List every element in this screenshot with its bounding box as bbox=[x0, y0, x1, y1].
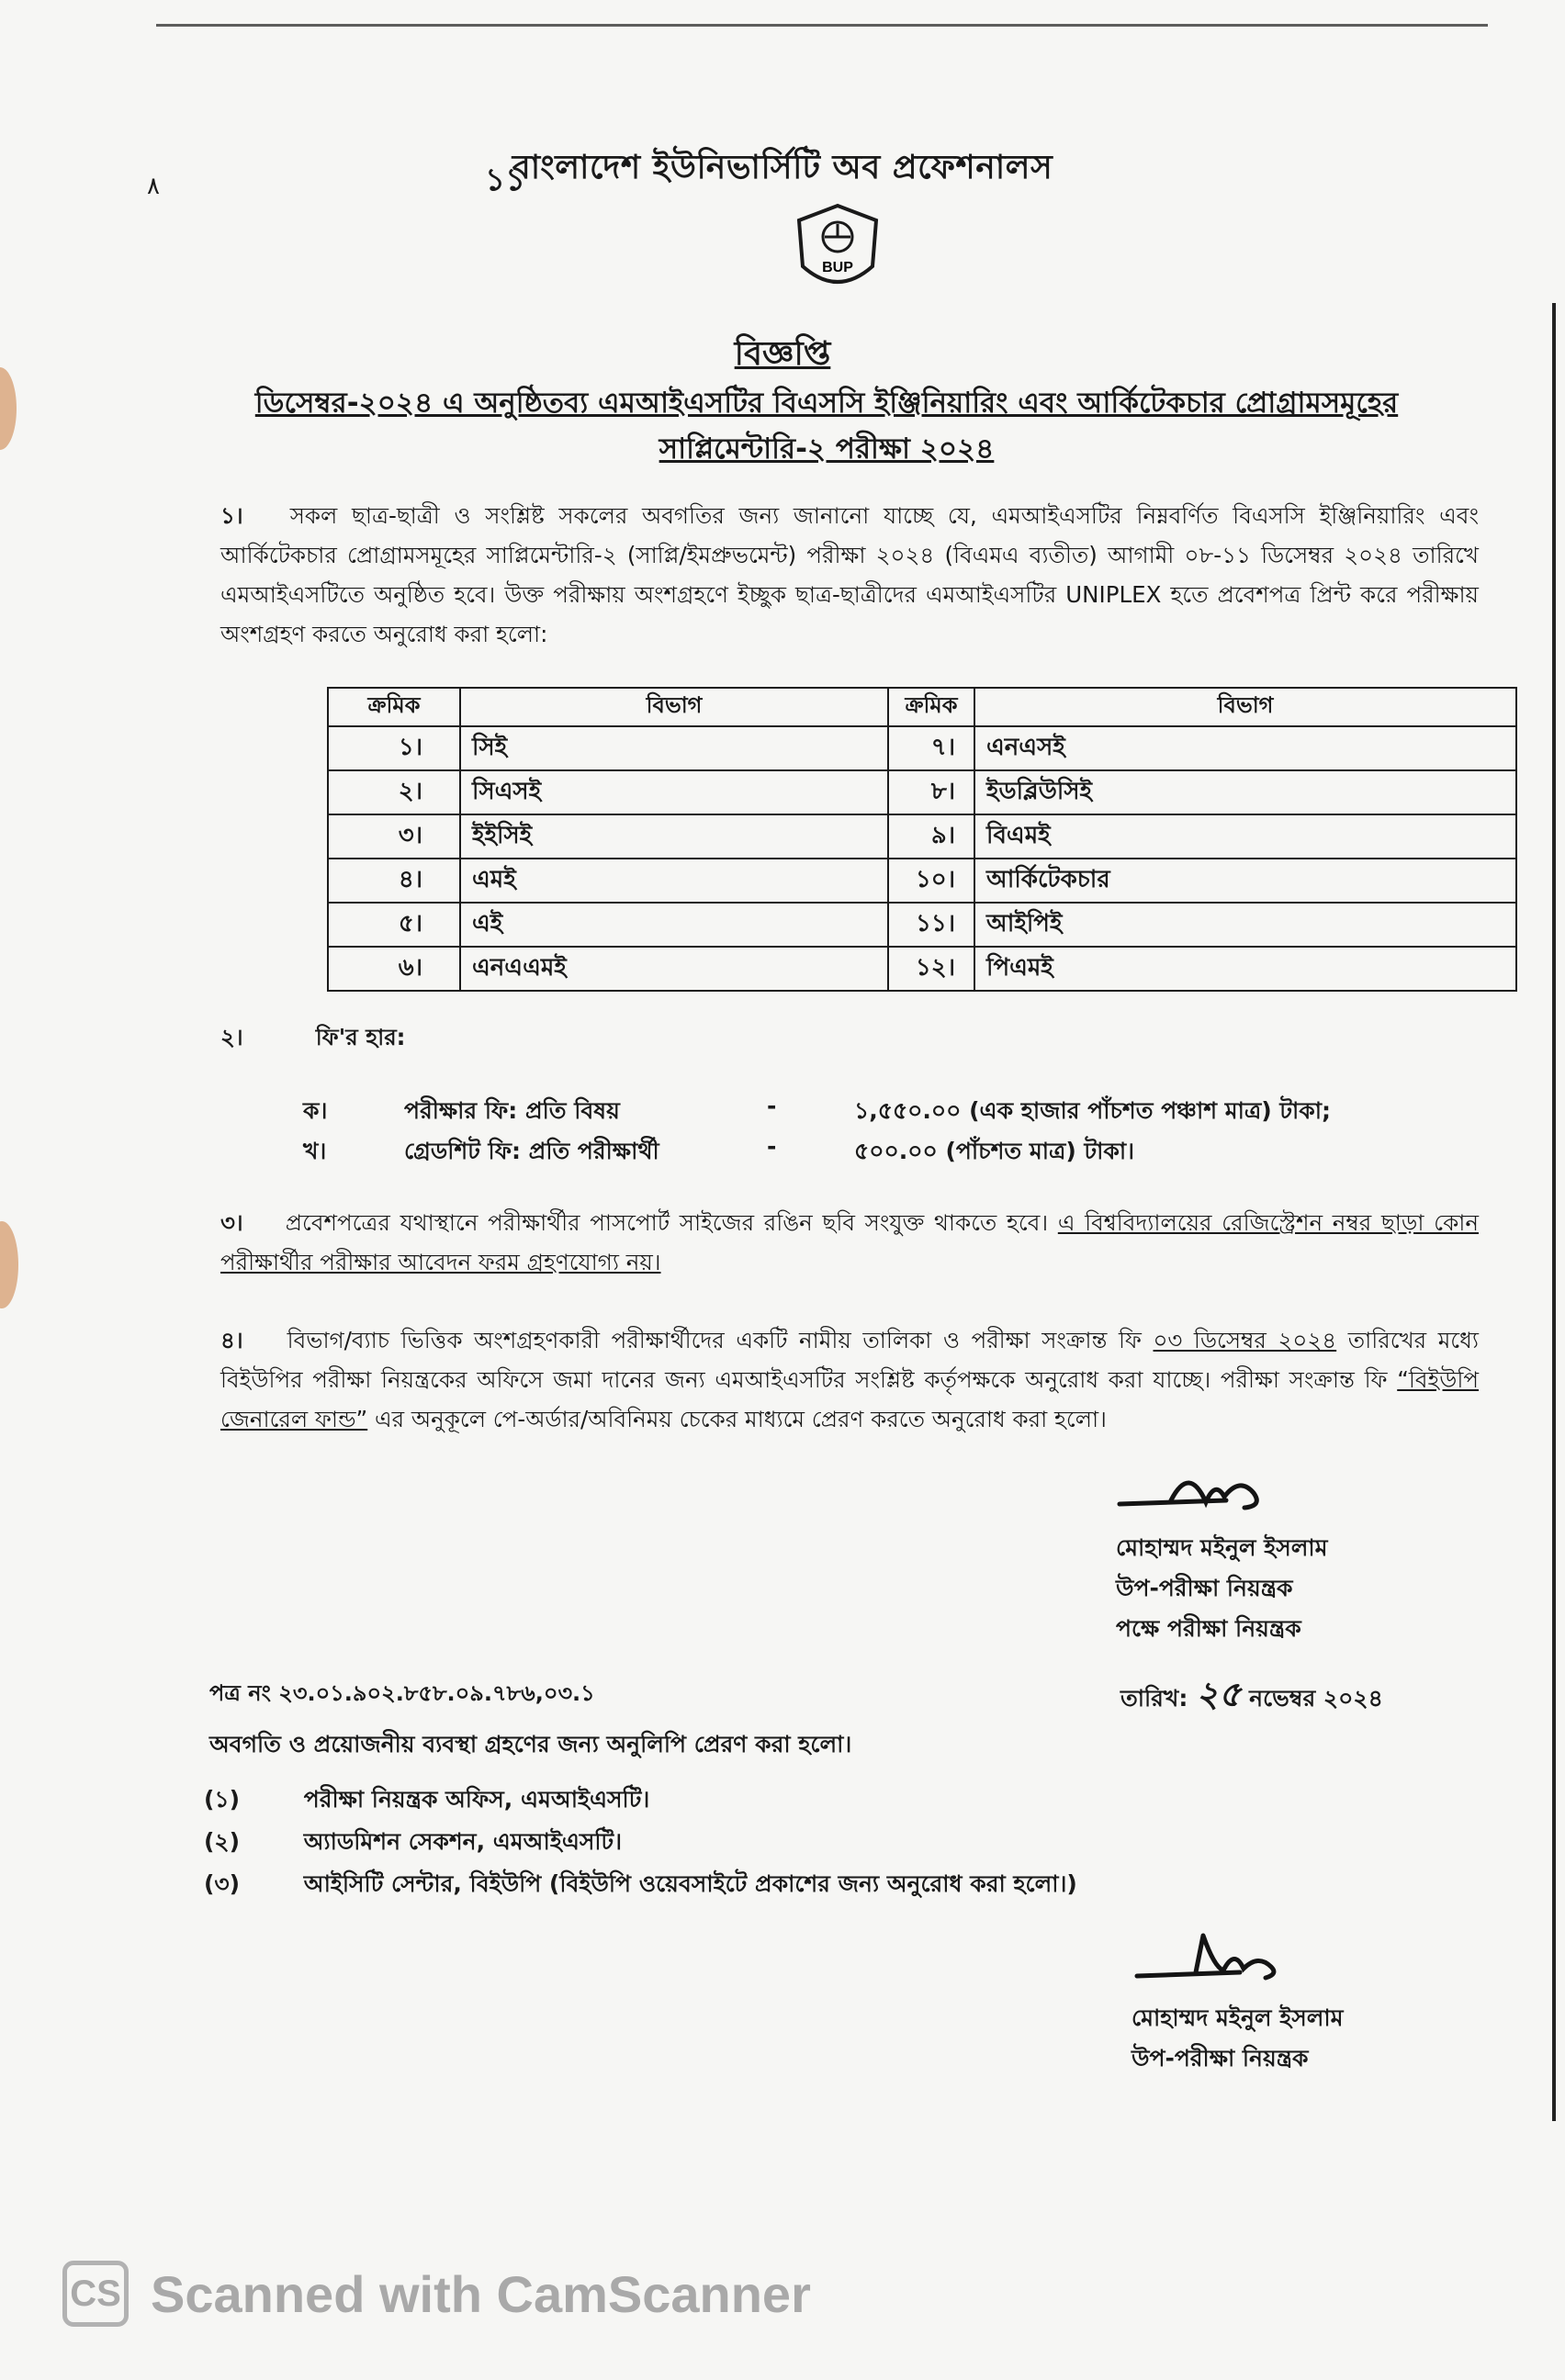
copy-item-text: অ্যাডমিশন সেকশন, এমআইএসটি। bbox=[303, 1828, 623, 1855]
university-title: বাংলাদেশ ইউনিভার্সিটি অব প্রফেশনালস bbox=[512, 149, 1053, 186]
signatory-block-1 bbox=[1116, 1460, 1327, 1649]
notice-subject bbox=[230, 380, 1424, 472]
department-cell: বিএমই bbox=[974, 814, 1516, 859]
serial-cell: ৩। bbox=[328, 814, 460, 859]
paragraph-4-text-a: বিভাগ/ব্যাচ ভিত্তিক অংশগ্রহণকারী পরীক্ষার্থীদের একটি নামীয় তালিকা ও পরীক্ষা সংক্রান্ত ফি bbox=[287, 1327, 1142, 1353]
serial-cell: ১২। bbox=[888, 947, 974, 991]
paragraph-2-heading bbox=[220, 1017, 1479, 1057]
department-cell: পিএমই bbox=[974, 947, 1516, 991]
header-department-1: বিভাগ bbox=[460, 688, 888, 726]
paragraph-4-date: ০৩ ডিসেম্বর ২০২৪ bbox=[1153, 1327, 1337, 1353]
logo-text: BUP bbox=[822, 260, 853, 275]
serial-cell: ১। bbox=[328, 726, 460, 770]
table-row bbox=[328, 947, 1516, 991]
table-row bbox=[328, 814, 1516, 859]
department-cell: ইডব্লিউসিই bbox=[974, 770, 1516, 814]
copy-list bbox=[204, 1781, 1077, 1908]
list-item bbox=[204, 1824, 1077, 1866]
table-row bbox=[328, 726, 1516, 770]
department-table bbox=[327, 687, 1517, 992]
handwritten-mark: ১১ bbox=[485, 162, 526, 198]
signatory-1-on-behalf: পক্ষে পরীক্ষা নিয়ন্ত্রক bbox=[1116, 1615, 1301, 1642]
university-logo bbox=[792, 202, 884, 303]
serial-cell: ৪। bbox=[328, 859, 460, 903]
paragraph-3-text-a: প্রবেশপত্রের যথাস্থানে পরীক্ষার্থীর পাসপোর্ট সাইজের রঙিন ছবি সংযুক্ত থাকতে হবে। bbox=[285, 1209, 1049, 1236]
serial-cell: ১১। bbox=[888, 903, 974, 947]
paragraph-2-number: ২। bbox=[220, 1024, 243, 1050]
date-label: তারিখ: bbox=[1120, 1685, 1188, 1712]
table-row bbox=[328, 859, 1516, 903]
paragraph-1-number: ১। bbox=[220, 502, 243, 529]
copy-item-number: (১) bbox=[204, 1786, 241, 1813]
subject-line-1: ডিসেম্বর-২০২৪ এ অনুষ্ঠিতব্য এমআইএসটির বিএসসি ইঞ্জিনিয়ারিং এবং আর্কিটেকচার প্রোগ্রামসমূহের bbox=[254, 387, 1399, 420]
date-day: ২৫ bbox=[1196, 1673, 1242, 1714]
copy-item-number: (৩) bbox=[204, 1870, 241, 1897]
serial-cell: ৮। bbox=[888, 770, 974, 814]
signatory-block-2 bbox=[1132, 1930, 1343, 2079]
page-edge-right bbox=[1552, 303, 1556, 2121]
table-row bbox=[328, 770, 1516, 814]
serial-cell: ২। bbox=[328, 770, 460, 814]
date-month-year: নভেম্বর ২০২৪ bbox=[1249, 1685, 1383, 1712]
copy-item-number: (২) bbox=[204, 1828, 241, 1855]
camscanner-logo-icon: CS bbox=[62, 2261, 129, 2327]
signatory-2-title: উপ-পরীক্ষা নিয়ন্ত্রক bbox=[1132, 2045, 1309, 2071]
department-cell: এনএসই bbox=[974, 726, 1516, 770]
paragraph-4-text-b: তারিখের মধ্যে বিইউপির পরীক্ষা নিয়ন্ত্রকের অফিসে জমা দানের জন্য এমআইএসটির সংশ্লিষ্ট কর্তৃপক্ষকে অনুরোধ করা যাচ্ছে। পরীক্ষা সংক্রান্ত ফি bbox=[220, 1327, 1479, 1393]
serial-cell: ৫। bbox=[328, 903, 460, 947]
fee-amount: ৫০০.০০ (পাঁচশত মাত্র) টাকা। bbox=[854, 1138, 1135, 1164]
stray-mark: ٨ bbox=[147, 173, 160, 200]
paragraph-1-text: সকল ছাত্র-ছাত্রী ও সংশ্লিষ্ট সকলের অবগতির জন্য জানানো যাচ্ছে যে, এমআইএসটির নিম্নবর্ণিত বিএসসি ইঞ্জিনিয়ারিং এবং আর্কিটেকচার প্রোগ্রামসমূহের সাপ্লিমেন্টারি-২ (সাপ্লি/ইমপ্রুভমেন্ট) পরীক্ষা ২০২৪ (বিএমএ ব্যতীত) আগামী ০৮-১১ ডিসেম্বর ২০২৪ তারিখে এমআইএসটিতে অনুষ্ঠিত হবে। উক্ত পরীক্ষায় অংশগ্রহণে ইচ্ছুক ছাত্র-ছাত্রীদের এমআইএসটির UNIPLEX হতে প্রবেশপত্র প্রিন্ট করে পরীক্ষায় অংশগ্রহণ করতে অনুরোধ করা হলো: bbox=[220, 502, 1479, 647]
signatory-1-name: মোহাম্মদ মইনুল ইসলাম bbox=[1116, 1534, 1328, 1561]
fee-rate-title: ফি'র হার: bbox=[315, 1024, 406, 1050]
signatory-2-name: মোহাম্মদ মইনুল ইসলাম bbox=[1132, 2004, 1344, 2031]
serial-cell: ৯। bbox=[888, 814, 974, 859]
paragraph-3-text-b: এ বিশ্ববিদ্যালয়ের রেজিস্ট্রেশন নম্বর ছাড়া কোন পরীক্ষার্থীর পরীক্ষার আবেদন ফরম গ্রহণযোগ্য নয়। bbox=[220, 1209, 1479, 1275]
copy-item-text: পরীক্ষা নিয়ন্ত্রক অফিস, এমআইএসটি। bbox=[303, 1786, 650, 1813]
memo-date bbox=[1120, 1667, 1383, 1726]
fee-name: গ্রেডশিট ফি: প্রতি পরীক্ষার্থী bbox=[404, 1138, 659, 1164]
paragraph-4-fund: “বিইউপি জেনারেল ফান্ড” bbox=[220, 1366, 1480, 1432]
serial-cell: ১০। bbox=[888, 859, 974, 903]
memo-reference: পত্র নং ২৩.০১.৯০২.৮৫৮.০৯.৭৮৬,০৩.১ bbox=[209, 1680, 595, 1706]
serial-cell: ৭। bbox=[888, 726, 974, 770]
department-cell: ইইসিই bbox=[460, 814, 888, 859]
department-cell: এমই bbox=[460, 859, 888, 903]
department-cell: সিই bbox=[460, 726, 888, 770]
fee-label: ক। bbox=[303, 1097, 328, 1124]
table-row bbox=[328, 903, 1516, 947]
paragraph-3-number: ৩। bbox=[220, 1209, 243, 1236]
notice-heading: বিজ্ঞপ্তি bbox=[734, 335, 831, 373]
department-cell: সিএসই bbox=[460, 770, 888, 814]
paragraph-4 bbox=[220, 1320, 1479, 1439]
fee-dash: - bbox=[767, 1093, 777, 1119]
page-edge-top bbox=[156, 24, 1488, 27]
fee-dash: - bbox=[767, 1133, 777, 1160]
department-cell: এনএএমই bbox=[460, 947, 888, 991]
watermark-text: Scanned with CamScanner bbox=[151, 2264, 811, 2323]
paragraph-3 bbox=[220, 1203, 1479, 1282]
signature-2 bbox=[1132, 1930, 1297, 1994]
fee-label: খ। bbox=[303, 1138, 327, 1164]
serial-cell: ৬। bbox=[328, 947, 460, 991]
paragraph-1 bbox=[220, 496, 1479, 654]
list-item bbox=[204, 1866, 1077, 1908]
camscanner-watermark bbox=[62, 2261, 811, 2327]
fee-name: পরীক্ষার ফি: প্রতি বিষয় bbox=[404, 1097, 620, 1124]
copy-item-text: আইসিটি সেন্টার, বিইউপি (বিইউপি ওয়েবসাইটে প্রকাশের জন্য অনুরোধ করা হলো।) bbox=[303, 1870, 1077, 1897]
table-header-row bbox=[328, 688, 1516, 726]
fee-amount: ১,৫৫০.০০ (এক হাজার পাঁচশত পঞ্চাশ মাত্র) টাকা; bbox=[854, 1097, 1331, 1124]
signature-1 bbox=[1116, 1460, 1281, 1524]
department-cell: আর্কিটেকচার bbox=[974, 859, 1516, 903]
paragraph-4-number: ৪। bbox=[220, 1327, 243, 1353]
copy-intro: অবগতি ও প্রয়োজনীয় ব্যবস্থা গ্রহণের জন্য অনুলিপি প্রেরণ করা হলো। bbox=[209, 1731, 852, 1757]
left-smudge-bottom bbox=[0, 1221, 18, 1308]
subject-line-2: সাপ্লিমেন্টারি-২ পরীক্ষা ২০২৪ bbox=[659, 432, 995, 466]
header-serial-1: ক্রমিক bbox=[328, 688, 460, 726]
header-serial-2: ক্রমিক bbox=[888, 688, 974, 726]
paragraph-4-text-c: এর অনুকূলে পে-অর্ডার/অবিনিময় চেকের মাধ্যমে প্রেরণ করতে অনুরোধ করা হলো। bbox=[375, 1406, 1107, 1432]
department-cell: এই bbox=[460, 903, 888, 947]
department-cell: আইপিই bbox=[974, 903, 1516, 947]
signatory-1-title: উপ-পরীক্ষা নিয়ন্ত্রক bbox=[1116, 1575, 1293, 1601]
header-department-2: বিভাগ bbox=[974, 688, 1516, 726]
list-item bbox=[204, 1781, 1077, 1824]
